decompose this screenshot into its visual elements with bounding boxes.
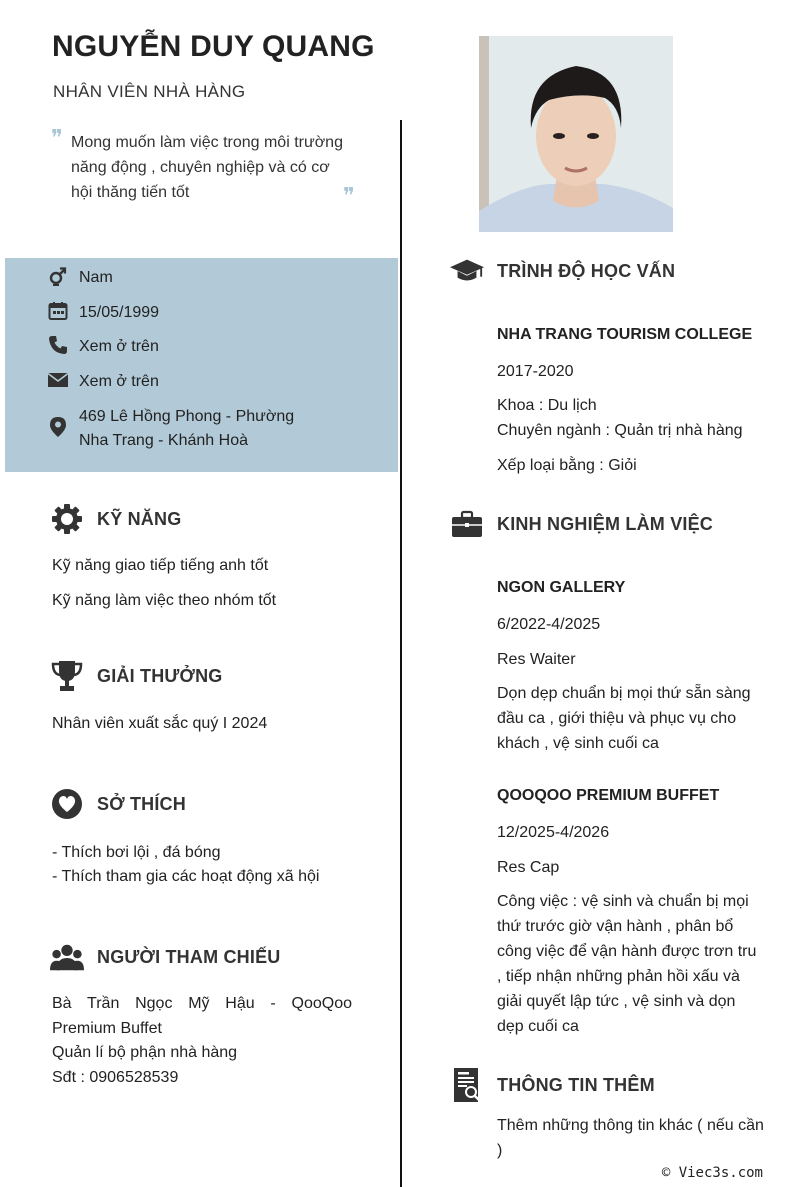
skills-title: KỸ NĂNG — [97, 508, 182, 529]
education-school: NHA TRANG TOURISM COLLEGE — [497, 326, 753, 343]
additional-title: THÔNG TIN THÊM — [497, 1074, 655, 1095]
reference-position: Quản lí bộ phận nhà hàng — [52, 1044, 238, 1061]
education-heading — [450, 254, 675, 288]
trophy-icon — [50, 659, 84, 693]
education-years: 2017-2020 — [497, 363, 574, 380]
graduation-cap-icon — [450, 254, 484, 288]
experience-heading — [450, 507, 713, 541]
education-faculty: Khoa : Du lịch — [497, 397, 597, 414]
job-title: NHÂN VIÊN NHÀ HÀNG — [53, 82, 246, 101]
email-value: Xem ở trên — [79, 373, 159, 390]
address-line-1: 469 Lê Hồng Phong - Phường — [79, 408, 295, 425]
quote-open-icon: ❞ — [51, 126, 63, 151]
awards-heading — [50, 659, 222, 693]
awards-title: GIẢI THƯỞNG — [97, 665, 223, 686]
briefcase-icon — [450, 507, 484, 541]
calendar-icon — [47, 301, 69, 321]
job-period: 12/2025-4/2026 — [497, 824, 610, 841]
people-icon — [50, 940, 84, 974]
phone-row — [47, 335, 159, 359]
map-pin-icon — [47, 417, 69, 437]
document-icon — [450, 1068, 484, 1102]
email-row — [47, 370, 159, 394]
gear-icon — [50, 502, 84, 536]
reference-name: Bà Trần Ngọc Mỹ Hậu - QooQoo Premium Buffet — [52, 995, 352, 1037]
hobbies-heading — [50, 787, 186, 821]
job-role: Res Cap — [497, 859, 560, 876]
envelope-icon — [47, 370, 69, 390]
additional-text: Thêm những thông tin khác ( nếu cần ) — [497, 1117, 764, 1159]
job-description: Công việc : vệ sinh và chuẩn bị mọi thứ trước giờ vận hành , phân bổ công việc để vận hành được trơn tru , tiếp nhận những phản hồi xấu và giải quyết lập tức , vệ sinh và dọn dẹp cuối ca — [497, 893, 757, 1035]
candidate-name: NGUYỄN DUY QUANG — [52, 30, 375, 63]
education-title: TRÌNH ĐỘ HỌC VẤN — [497, 260, 676, 281]
dob-value: 15/05/1999 — [79, 304, 160, 321]
heart-icon — [50, 787, 84, 821]
phone-value: Xem ở trên — [79, 338, 159, 355]
education-grade: Xếp loại bằng : Giỏi — [497, 457, 637, 474]
job-description: Dọn dẹp chuẩn bị mọi thứ sẵn sàng đầu ca , giới thiệu và phục vụ cho khách , vệ sinh cuối ca — [497, 685, 751, 752]
hobby-item: - Thích tham gia các hoạt động xã hội — [52, 868, 320, 885]
quote-close-icon: ❞ — [343, 184, 355, 209]
dob-row — [47, 301, 159, 325]
reference-phone: Sđt : 0906528539 — [52, 1069, 179, 1086]
address-line-2: Nha Trang - Khánh Hoà — [79, 432, 248, 449]
references-title: NGƯỜI THAM CHIẾU — [97, 946, 281, 967]
profile-photo — [479, 36, 673, 232]
job-role: Res Waiter — [497, 651, 576, 668]
career-objective: Mong muốn làm việc trong môi trường năng động , chuyên nghiệp và có cơ hội thăng tiến tốt — [71, 134, 343, 201]
column-divider — [400, 120, 402, 1187]
award-item: Nhân viên xuất sắc quý I 2024 — [52, 715, 268, 732]
hobbies-title: SỞ THÍCH — [97, 793, 186, 814]
skill-item: Kỹ năng giao tiếp tiếng anh tốt — [52, 557, 269, 574]
job-period: 6/2022-4/2025 — [497, 616, 601, 633]
job-company: QOOQOO PREMIUM BUFFET — [497, 787, 720, 804]
references-heading — [50, 940, 280, 974]
experience-title: KINH NGHIỆM LÀM VIỆC — [497, 513, 714, 534]
gender-value: Nam — [79, 269, 113, 286]
skills-heading — [50, 502, 181, 536]
address-row — [47, 405, 294, 453]
phone-icon — [47, 335, 69, 355]
gender-row — [47, 266, 113, 290]
education-major: Chuyên ngành : Quản trị nhà hàng — [497, 422, 743, 439]
additional-heading — [450, 1068, 655, 1102]
skill-item: Kỹ năng làm việc theo nhóm tốt — [52, 592, 277, 609]
watermark: © Viec3s.com — [661, 1165, 763, 1181]
hobby-item: - Thích bơi lội , đá bóng — [52, 844, 221, 861]
job-company: NGON GALLERY — [497, 579, 626, 596]
gender-icon — [47, 266, 69, 286]
